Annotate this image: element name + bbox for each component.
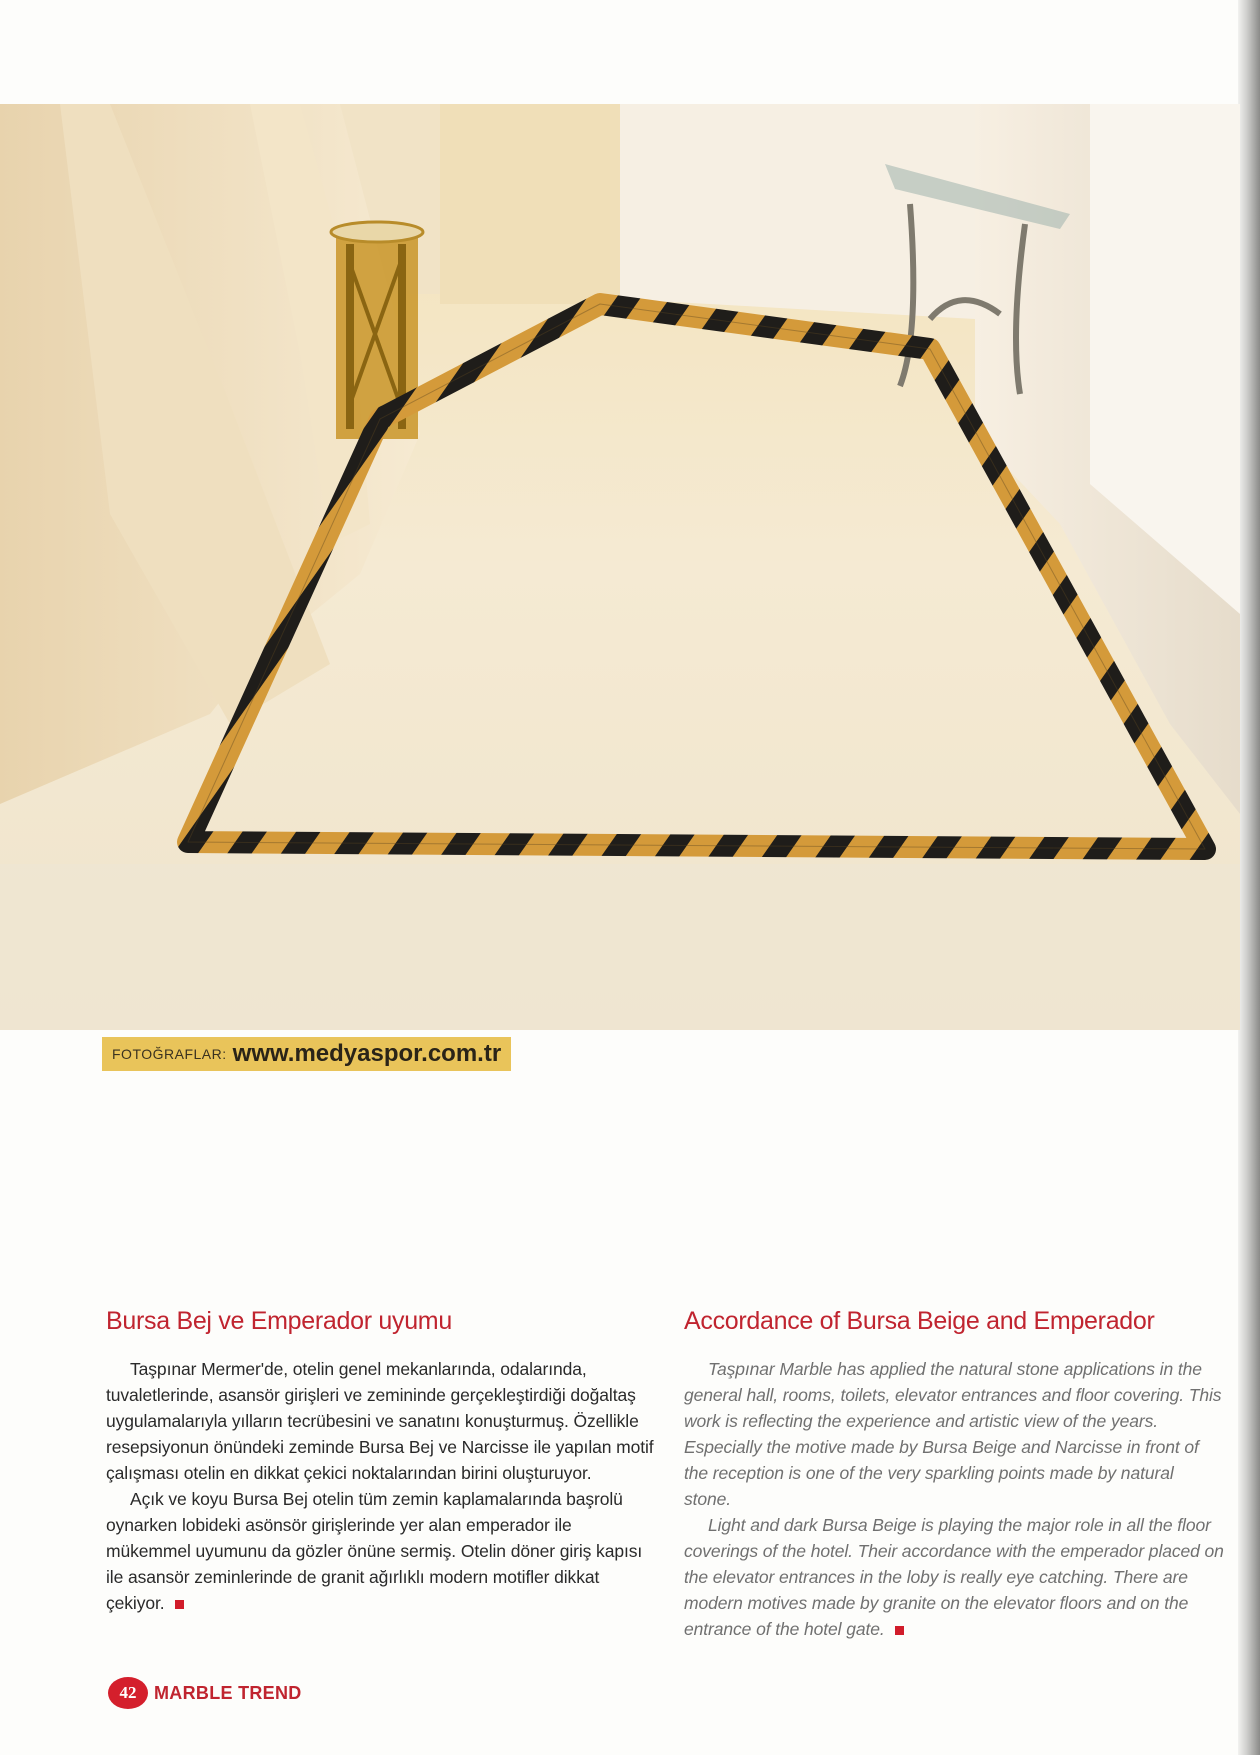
- english-paragraph-2: [684, 1512, 1224, 1642]
- turkish-article-column: [106, 1307, 654, 1616]
- english-paragraph-2-text: Light and dark Bursa Beige is playing the major role in all the floor coverings of the hotel. Their accordance with the emperador placed on the elevator entrances in the loby is really eye catching. There are modern motives made by granite on the elevator floors and on the entrance of the hotel gate.: [684, 1515, 1224, 1639]
- english-article-column: [684, 1307, 1224, 1642]
- photo-credit-url[interactable]: www.medyaspor.com.tr: [232, 1040, 502, 1067]
- turkish-paragraph-2: [106, 1486, 654, 1616]
- english-paragraph-1: Taşpınar Marble has applied the natural stone applications in the general hall, rooms, toilets, elevator entrances and floor covering. This work is reflecting the experience and artistic view of the years. Especially the motive made by Bursa Beige and Narcisse in front of the reception is one of the very sparkling points made by natural stone.: [684, 1359, 1222, 1509]
- turkish-paragraph-1: Taşpınar Mermer'de, otelin genel mekanlarında, odalarında, tuvaletlerinde, asansör girişleri ve zemininde gerçekleştirdiği doğaltaş uygulamalarıyla yılların tecrübesini ve sanatını konuşturmuş. Özellikle resepsiyonun önündeki zeminde Bursa Bej ve Narcisse ile yapılan motif çalışması otelin en dikkat çekici noktalarından birini oluşturuyor.: [106, 1359, 654, 1483]
- hotel-floor-photo: [0, 104, 1240, 1030]
- article-end-mark: [175, 1600, 184, 1609]
- page-footer: [108, 1677, 302, 1709]
- page-number-badge: 42: [108, 1677, 148, 1709]
- turkish-paragraph-2-text: Açık ve koyu Bursa Bej otelin tüm zemin kaplamalarında başrolü oynarken lobideki asönsör girişlerinde yer alan emperador ile mükemmel uyumunu da gözler önüne sermiş. Otelin döner giriş kapısı ile asansör zeminlerinde de granit ağırlıklı modern motifler dikkat çekiyor.: [106, 1489, 643, 1613]
- turkish-heading: Bursa Bej ve Emperador uyumu: [106, 1307, 452, 1335]
- magazine-name: MARBLE TREND: [154, 1682, 302, 1703]
- article-end-mark: [895, 1626, 904, 1635]
- page-edge-shadow: [1238, 0, 1260, 1755]
- photo-credit-label: FOTOĞRAFLAR:: [112, 1046, 227, 1062]
- english-heading: Accordance of Bursa Beige and Emperador: [684, 1307, 1155, 1335]
- photo-credit: [102, 1037, 511, 1071]
